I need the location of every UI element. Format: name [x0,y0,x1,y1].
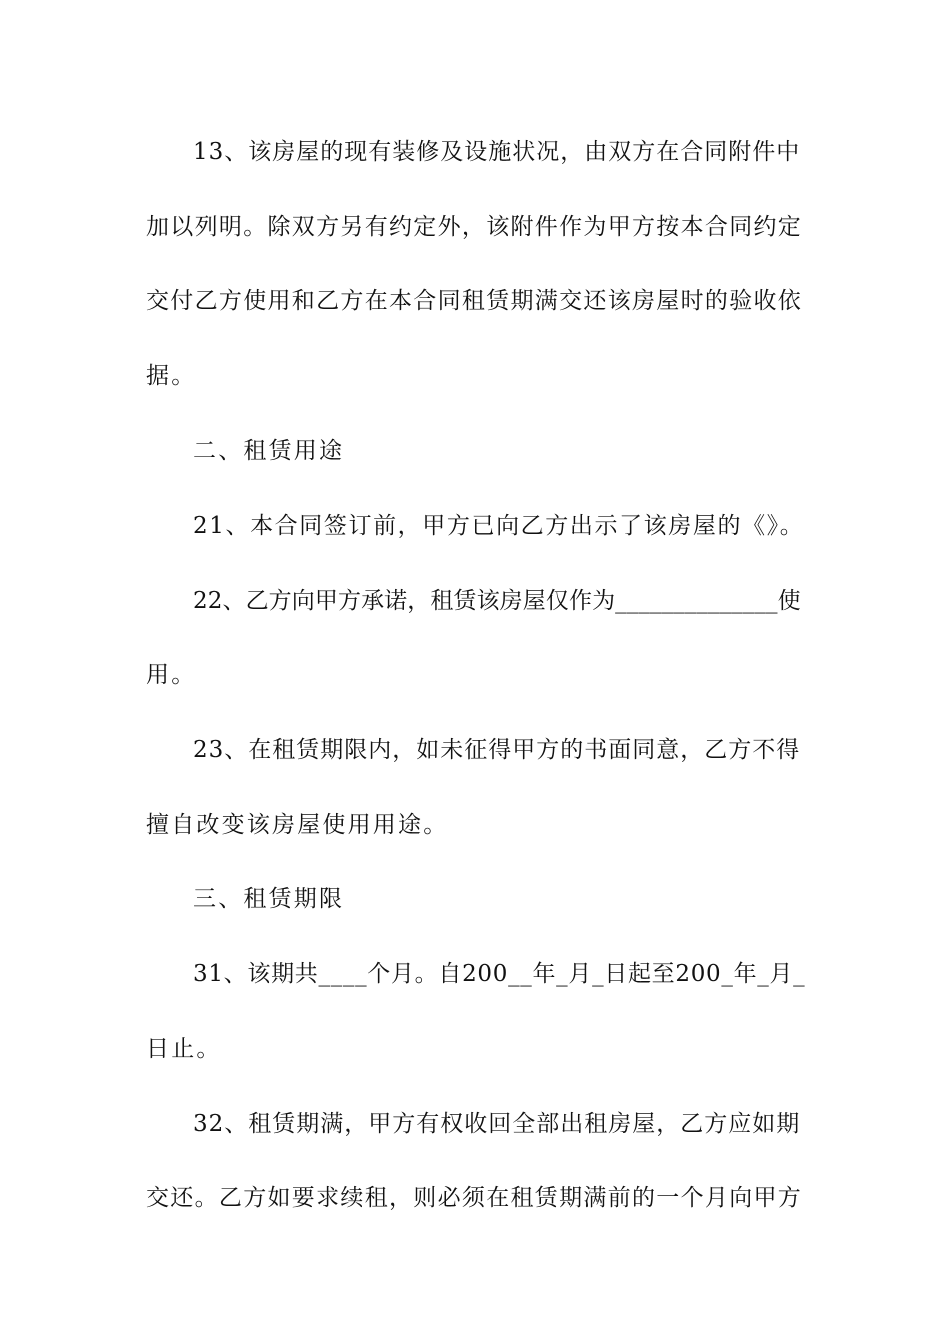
paragraph-22-line-1: 22、乙方向甲方承诺，租赁该房屋仅作为______________使 [193,588,801,614]
paragraph-32-line-2: 交还。乙方如要求续租，则必须在租赁期满前的一个月向甲方 [146,1185,803,1211]
paragraph-13-line-1: 13、该房屋的现有装修及设施状况，由双方在合同附件中 [193,139,801,165]
paragraph-32-line-1: 32、租赁期满，甲方有权收回全部出租房屋，乙方应如期 [193,1111,801,1137]
paragraph-31-line-1: 31、该期共____个月。自200__年_月_日起至200_年_月_ [193,961,806,987]
section-heading-2: 二、租赁用途 [193,438,345,464]
paragraph-13-line-4: 据。 [146,363,197,389]
paragraph-13-line-3: 交付乙方使用和乙方在本合同租赁期满交还该房屋时的验收依 [146,288,803,314]
paragraph-23-line-2: 擅自改变该房屋使用用途。 [146,812,449,838]
paragraph-22-line-2: 用。 [146,662,197,688]
paragraph-13-line-2: 加以列明。除双方另有约定外，该附件作为甲方按本合同约定 [146,214,803,240]
paragraph-21-line-1: 21、本合同签订前，甲方已向乙方出示了该房屋的《》。 [193,513,805,539]
section-heading-3: 三、租赁期限 [193,886,345,912]
paragraph-23-line-1: 23、在租赁期限内，如未征得甲方的书面同意，乙方不得 [193,737,801,763]
paragraph-31-line-2: 日止。 [146,1036,222,1062]
